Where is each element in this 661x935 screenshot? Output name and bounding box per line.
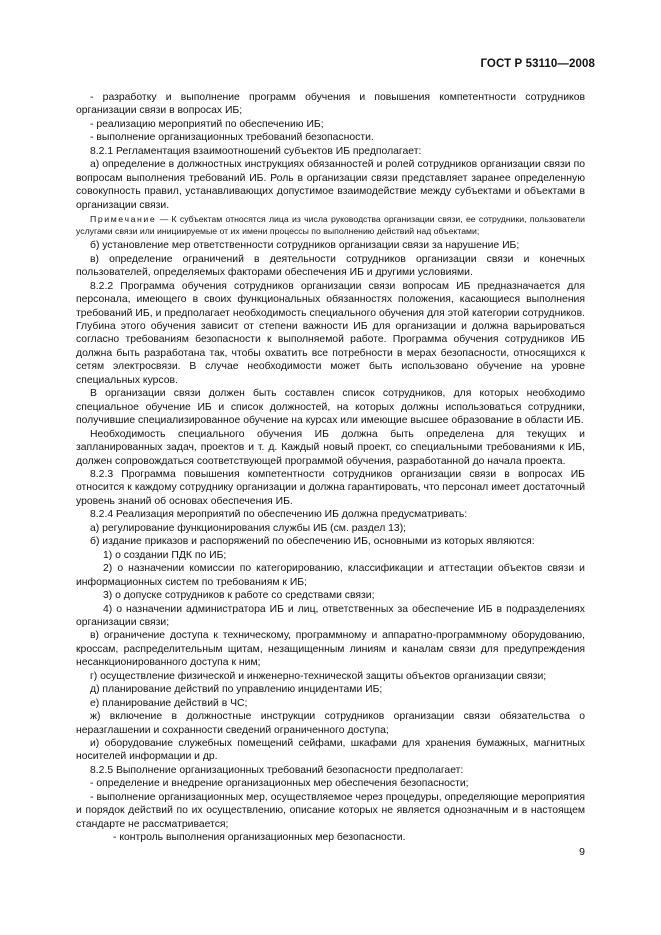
- paragraph: - выполнение организационных требований безопасности.: [90, 132, 374, 144]
- paragraph: б) издание приказов и распоряжений по обеспечению ИБ, основными из которых являются:: [90, 536, 535, 548]
- paragraph: б) установление мер ответственности сотрудников организации связи за нарушение ИБ;: [90, 240, 520, 252]
- paragraph: Необходимость специального обучения ИБ должна быть определена для текущих и запланированных задач, проектов и т. д. Каждый новый проект, со специальными требованиями к ИБ, должен сопровождаться соответствующей программой обучения, разработанной до начала проекта.: [76, 428, 585, 467]
- paragraph: д) планирование действий по управлению инцидентами ИБ;: [90, 684, 383, 696]
- paragraph: в) определение ограничений в деятельности сотрудников организации связи и конечных пользователей, определяемых факторами обеспечения ИБ и другими условиями.: [76, 253, 585, 279]
- paragraph: а) регулирование функционирования службы ИБ (см. раздел 13);: [90, 522, 407, 534]
- paragraph: в) ограничение доступа к техническому, программному и аппаратно-программному оборудованию, кроссам, распределительным щитам, незащищенным линиям и каналам связи для предупреждения несанкционированного доступа к ним;: [76, 630, 585, 669]
- paragraph: - реализацию мероприятий по обеспечению ИБ;: [90, 118, 324, 130]
- paragraph: 2) о назначении комиссии по категорированию, классификации и аттестации объектов связи и информационных систем по требованиям к ИБ;: [76, 563, 585, 588]
- paragraph: ж) включение в должностные инструкции сотрудников организации связи обязательства о неразглашении и сохранности сведений ограниченного доступа;: [76, 711, 585, 736]
- note: [76, 214, 585, 237]
- paragraph: г) осуществление физической и инженерно-технической защиты объектов организации связи;: [90, 670, 547, 682]
- paragraph: 4) о назначении администратора ИБ и лиц, ответственных за обеспечение ИБ в подразделениях организации связи;: [76, 603, 585, 628]
- page-body: [76, 91, 585, 845]
- paragraph: - разработку и выполнение программ обучения и повышения компетентности сотрудников организации связи в вопросах ИБ;: [76, 92, 585, 117]
- paragraph: 1) о создании ПДК по ИБ;: [103, 549, 227, 561]
- paragraph: В организации связи должен быть составлен список сотрудников, для которых необходимо специальное обучение ИБ и список должностей, на которых должны использоваться сотрудники, получившие специализированное обучение на курсах или имеющие высшее образование в области ИБ.: [76, 388, 585, 427]
- paragraph: а) определение в должностных инструкциях обязанностей и ролей сотрудников организации связи по вопросам выполнения требований ИБ. Роль в организации связи представляет заранее определенную совокупность правил, устанавливающих допустимое взаимодействие между субъектами и объектами в организации связи.: [76, 159, 585, 211]
- paragraph: - выполнение организационных мер, осуществляемое через процедуры, определяющие мероприятия и порядок действий по их осуществлению, описание которых не является однозначным и в настоящем стандарте не рассматривается;: [76, 791, 585, 830]
- paragraph: 8.2.2 Программа обучения сотрудников организации связи вопросам ИБ предназначается для персонала, имеющего в своих функциональных обязанностях положения, касающиеся выполнения требований ИБ, и предполагает необходимость специального обучения для этой категории сотрудников. Глубина этого обучения зависит от степени важности ИБ для организации и должна варьироваться согласно требованиям безопасности к выполняемой работе. Программа обучения сотрудников ИБ должна быть разработана так, чтобы охватить все потребности в мерах безопасности, относящихся к сетям электросвязи. В случае необходимости может быть использовано обучение на уровне специальных курсов.: [76, 280, 585, 386]
- paragraph: 8.2.3 Программа повышения компетентности сотрудников организации связи в вопросах ИБ относится к каждому сотруднику организации и должна гарантировать, что персонал имеет достаточный уровень знаний об основах обеспечения ИБ.: [76, 468, 585, 507]
- note-text: — К субъектам относятся лица из числа руководства организации связи, ее сотрудники, пользователи услугами связи или инициируемые от их имени процессы по выполнению действий над объектами;: [76, 214, 585, 236]
- note-label: Примечание: [90, 214, 157, 225]
- paragraph: 3) о допуске сотрудников к работе со средствами связи;: [103, 590, 375, 602]
- paragraph: 8.2.5 Выполнение организационных требований безопасности предполагает:: [90, 764, 464, 776]
- paragraph: 8.2.4 Реализация мероприятий по обеспечению ИБ должна предусматривать:: [90, 509, 468, 521]
- paragraph: - контроль выполнения организационных мер безопасности.: [113, 832, 406, 844]
- page-number: 9: [579, 846, 585, 858]
- standard-header: ГОСТ Р 53110—2008: [480, 58, 595, 70]
- paragraph: 8.2.1 Регламентация взаимоотношений субъектов ИБ предполагает:: [90, 145, 422, 157]
- paragraph: е) планирование действий в ЧС;: [90, 697, 248, 709]
- paragraph: и) оборудование служебных помещений сейфами, шкафами для хранения бумажных, магнитных носителей информации и др.: [76, 738, 585, 763]
- paragraph: - определение и внедрение организационных мер обеспечения безопасности;: [90, 778, 469, 790]
